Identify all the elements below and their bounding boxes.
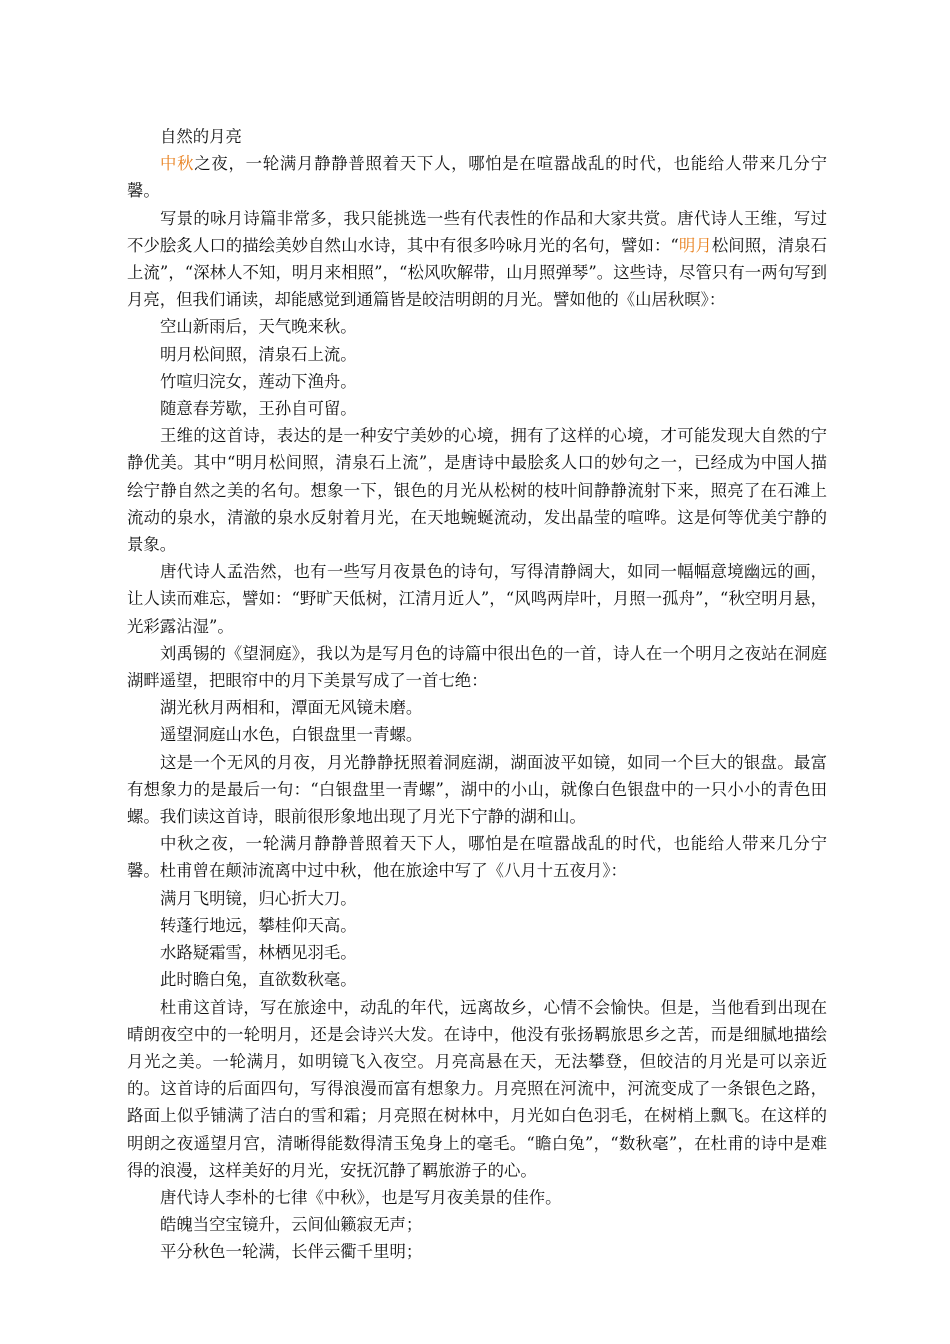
poem-line: 湖光秋月两相和，潭面无风镜未磨。 xyxy=(160,698,423,718)
dongting-comment-paragraph: 这是一个无风的月夜，月光静静抚照着洞庭湖，湖面波平如镜，如同一个巨大的银盘。最富有想象力的是最后一句：“白银盘里一青螺”，湖中的小山，就像白色银盘中的一只小小的青色田螺。我们读这首诗，眼前很形象地出现了月光下宁静的湖和山。 xyxy=(127,752,827,827)
poem-line: 皓魄当空宝镜升，云间仙籁寂无声； xyxy=(160,1215,423,1235)
poem-line: 满月飞明镜，归心折大刀。 xyxy=(160,888,357,908)
document-body xyxy=(127,123,827,1266)
wangwei-text-after: 松间照，清泉石上流”，“深林人不知，明月来相照”，“松风吹解带，山月照弹琴”。这些诗，尽管只有一两句写到月亮，但我们诵读，却能感觉到通篇皆是皎洁明朗的月光。譬如他的《山居秋暝》： xyxy=(127,235,828,310)
poem-line: 转蓬行地远，攀桂仰天高。 xyxy=(160,915,357,935)
poem-line: 平分秋色一轮满，长伴云衢千里明； xyxy=(160,1242,423,1262)
poem-line: 遥望洞庭山水色，白银盘里一青螺。 xyxy=(160,725,423,745)
menghaoran-paragraph: 唐代诗人孟浩然，也有一些写月夜景色的诗句，写得清静阔大，如同一幅幅意境幽远的画，让人读而难忘，譬如：“野旷天低树，江清月近人”，“风鸣两岸叶，月照一孤舟”，“秋空明月悬，光彩露沾湿”。 xyxy=(127,562,827,636)
dufu-comment-paragraph: 杜甫这首诗，写在旅途中，动乱的年代，远离故乡，心情不会愉快。但是，当他看到出现在晴朗夜空中的一轮明月，还是会诗兴大发。在诗中，他没有张扬羁旅思乡之苦，而是细腻地描绘月光之美。一轮满月，如明镜飞入夜空。月亮高悬在天，无法攀登，但皎洁的月光是可以亲近的。这首诗的后面四句，写得浪漫而富有想象力。月亮照在河流中，河流变成了一条银色之路，路面上似乎铺满了洁白的雪和霜；月亮照在树林中，月光如白色羽毛，在树梢上飘飞。在这样的明朗之夜遥望月宫，清晰得能数得清玉兔身上的毫毛。“瞻白兔”，“数秋毫”，在杜甫的诗中是难得的浪漫，这样美好的月光，安抚沉静了羁旅游子的心。 xyxy=(127,997,827,1180)
dufu-paragraph: 中秋之夜，一轮满月静静普照着天下人，哪怕是在喧嚣战乱的时代，也能给人带来几分宁馨。杜甫曾在颠沛流离中过中秋，他在旅途中写了《八月十五夜月》： xyxy=(127,834,827,881)
poem-line: 随意春芳歇，王孙自可留。 xyxy=(160,399,357,419)
wangwei-paragraph xyxy=(127,205,827,314)
poem-line: 竹喧归浣女，莲动下渔舟。 xyxy=(160,371,357,391)
wangwei-text-before: 写景的咏月诗篇非常多，我只能挑选一些有代表性的作品和大家共赏。唐代诗人王维，写过不少脍炙人口的描绘美妙自然山水诗，其中有很多吟咏月光的名句，譬如：“ xyxy=(127,208,827,255)
mingyue-link[interactable]: 明月 xyxy=(678,235,712,255)
zhongqiu-link[interactable]: 中秋 xyxy=(160,154,195,174)
poem-line: 明月松间照，清泉石上流。 xyxy=(160,344,357,364)
intro-paragraph xyxy=(127,150,827,204)
wangwei-comment-paragraph: 王维的这首诗，表达的是一种安宁美妙的心境，拥有了这样的心境，才可能发现大自然的宁静优美。其中“明月松间照，清泉石上流”，是唐诗中最脍炙人口的妙句之一，已经成为中国人描绘宁静自然之美的名句。想象一下，银色的月光从松树的枝叶间静静流射下来，照亮了在石滩上流动的泉水，清澈的泉水反射着月光，在天地蜿蜒流动，发出晶莹的喧哗。这是何等优美宁静的景象。 xyxy=(127,426,827,555)
liuyuxi-paragraph: 刘禹锡的《望洞庭》，我以为是写月色的诗篇中很出色的一首，诗人在一个明月之夜站在洞庭湖畔遥望，把眼帘中的月下美景写成了一首七绝： xyxy=(127,643,827,691)
document-title: 自然的月亮 xyxy=(160,127,242,146)
intro-text: 之夜，一轮满月静静普照着天下人，哪怕是在喧嚣战乱的时代，也能给人带来几分宁馨。 xyxy=(127,154,828,201)
poem-line: 此时瞻白兔，直欲数秋毫。 xyxy=(160,970,357,990)
poem-line: 空山新雨后，天气晚来秋。 xyxy=(160,317,357,337)
poem-line: 水路疑霜雪，林栖见羽毛。 xyxy=(160,943,357,963)
lipu-paragraph: 唐代诗人李朴的七律《中秋》，也是写月夜美景的佳作。 xyxy=(160,1187,562,1207)
